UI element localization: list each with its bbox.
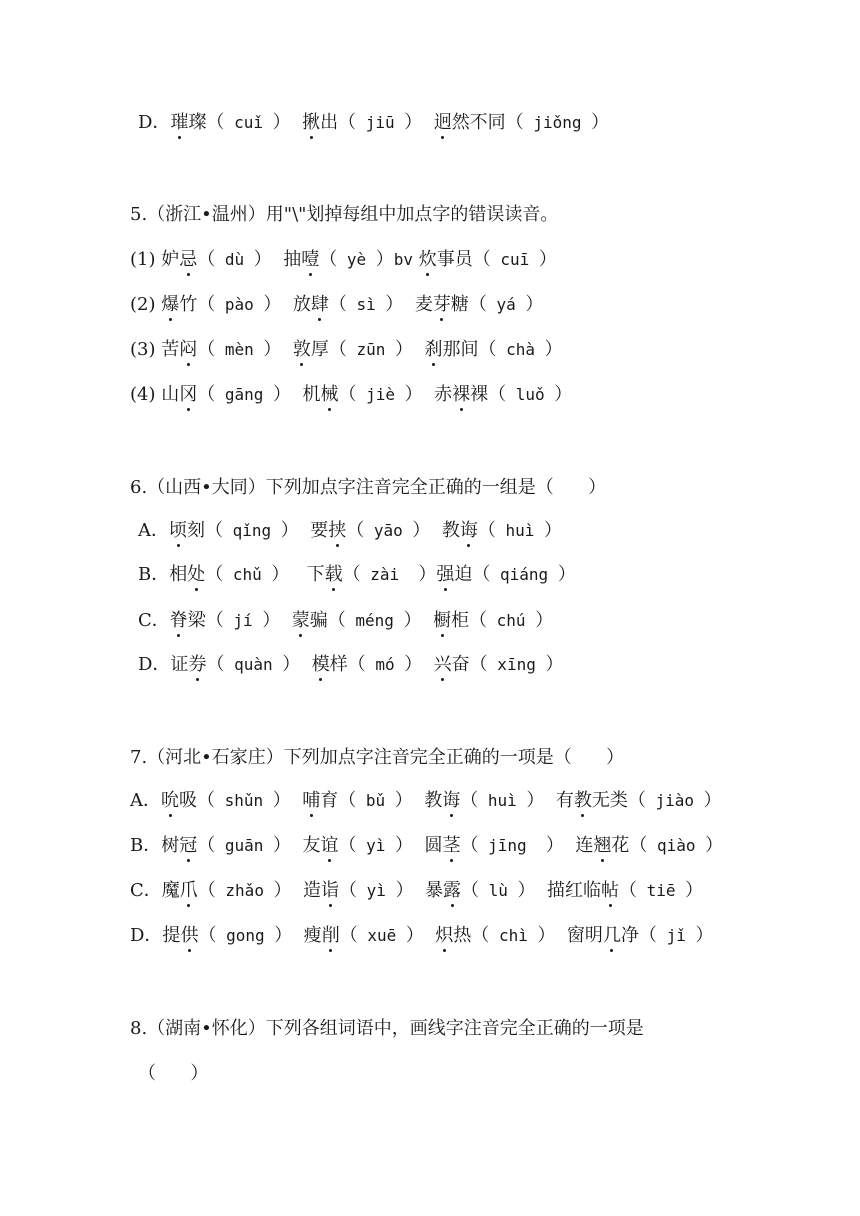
- text-segment: ） 圆: [395, 835, 443, 856]
- text-segment: 7.（河北•石家庄）下列加点字注音完全正确的一项是（ ）: [130, 747, 625, 768]
- text-segment: ）: [395, 339, 425, 360]
- dotted-character: 爪: [179, 880, 198, 901]
- text-segment: ） 下: [271, 564, 325, 585]
- text-segment: （: [319, 249, 338, 270]
- text-line: [138, 111, 609, 135]
- text-segment: ） 机: [273, 384, 321, 405]
- text-segment: B．相: [138, 564, 188, 585]
- pinyin-text: jīng: [478, 836, 546, 855]
- pinyin-text: bǔ: [356, 791, 395, 810]
- pinyin-text: jǐ: [656, 926, 696, 945]
- dotted-character: 供: [180, 925, 199, 946]
- dotted-character: 茎: [442, 835, 461, 856]
- pinyin-text: chì: [489, 926, 538, 945]
- text-segment: ）: [404, 654, 434, 675]
- text-segment: ）: [272, 112, 303, 133]
- text-segment: ）: [544, 339, 563, 360]
- text-segment: 净（: [620, 925, 657, 946]
- pinyin-text: chú: [487, 611, 536, 630]
- text-segment: （: [205, 564, 224, 585]
- text-segment: 花（: [611, 835, 648, 856]
- pinyin-text: yāo: [364, 521, 413, 540]
- text-segment: 竹（: [179, 294, 216, 315]
- pinyin-text: zūn: [346, 340, 396, 359]
- text-line: [130, 476, 606, 500]
- dotted-character: 露: [443, 880, 462, 901]
- dotted-character: 爆: [161, 294, 180, 315]
- text-line: [130, 248, 557, 272]
- text-segment: （: [197, 339, 216, 360]
- text-segment: (4) 山: [130, 384, 180, 405]
- pinyin-text: jiū: [356, 113, 405, 132]
- dotted-character: 哺: [302, 790, 321, 811]
- text-segment: ）: [535, 610, 554, 631]
- text-segment: ）: [591, 112, 610, 133]
- dotted-character: 教: [573, 790, 592, 811]
- text-segment: 8.（湖南•怀化）下列各组词语中，画线字注音完全正确的一项是: [130, 1018, 644, 1039]
- dotted-character: 诲: [459, 520, 478, 541]
- text-segment: （: [197, 249, 216, 270]
- text-segment: 奋（: [451, 654, 488, 675]
- text-segment: ）: [272, 790, 303, 811]
- text-segment: （ ）: [138, 1063, 209, 1084]
- text-segment: ）: [405, 925, 436, 946]
- pinyin-text: huì: [495, 521, 545, 540]
- text-segment: ）: [282, 654, 312, 675]
- text-segment: A．: [130, 790, 161, 811]
- text-segment: ）: [685, 880, 704, 901]
- text-line: [130, 338, 563, 362]
- text-segment: （: [460, 835, 479, 856]
- text-segment: ）: [538, 249, 557, 270]
- text-segment: 梁（: [187, 610, 224, 631]
- pinyin-text: qiáng: [490, 565, 558, 584]
- dotted-character: 脊: [169, 610, 188, 631]
- text-segment: ）: [695, 925, 714, 946]
- pinyin-text: cuǐ: [224, 113, 273, 132]
- dotted-character: 炊: [418, 249, 437, 270]
- text-segment: ）: [545, 654, 564, 675]
- text-segment: D．证: [138, 654, 189, 675]
- pinyin-text: huì: [478, 791, 527, 810]
- pinyin-text: chà: [496, 340, 545, 359]
- dotted-character: 揪: [302, 112, 321, 133]
- text-line: [130, 1017, 644, 1041]
- text-segment: 然不同（: [451, 112, 524, 133]
- text-segment: （: [460, 790, 479, 811]
- text-segment: （: [206, 654, 225, 675]
- dotted-character: 刹: [424, 339, 443, 360]
- dotted-character: 肆: [310, 294, 329, 315]
- dotted-character: 谊: [320, 835, 339, 856]
- dotted-character: 削: [321, 925, 340, 946]
- text-segment: 育（: [320, 790, 357, 811]
- pinyin-text: dù: [215, 250, 254, 269]
- pinyin-text: gāng: [215, 385, 274, 404]
- pinyin-text: qǐng: [223, 521, 281, 540]
- text-line: [130, 203, 558, 227]
- text-segment: ）: [403, 610, 434, 631]
- dotted-character: 吮: [161, 790, 179, 811]
- text-segment: ） 麦: [385, 294, 433, 315]
- text-segment: 厚（: [310, 339, 347, 360]
- text-segment: （: [197, 880, 216, 901]
- dotted-character: 兴: [433, 654, 452, 675]
- text-segment: （: [197, 835, 216, 856]
- text-segment: D．: [138, 112, 171, 133]
- pinyin-text: sì: [346, 295, 386, 314]
- text-segment: ） 放: [263, 294, 311, 315]
- dotted-character: 诲: [442, 790, 461, 811]
- pinyin-text: jiǒng: [523, 113, 592, 132]
- dotted-character: 闷: [179, 339, 198, 360]
- text-line: [138, 563, 576, 587]
- text-segment: ） 连: [545, 835, 594, 856]
- text-line: [138, 609, 553, 633]
- text-segment: 无类（: [591, 790, 646, 811]
- text-segment: ） 教: [412, 520, 460, 541]
- pinyin-text: yè: [337, 250, 376, 269]
- text-segment: ） 描红临: [517, 880, 601, 901]
- dotted-character: 挟: [328, 520, 347, 541]
- pinyin-text: lù: [479, 881, 518, 900]
- text-segment: 柜（: [451, 610, 488, 631]
- pinyin-text: luǒ: [506, 385, 555, 404]
- dotted-character: 裸: [452, 384, 471, 405]
- text-line: [130, 293, 543, 317]
- text-segment: ） 赤: [404, 384, 453, 405]
- text-segment: 骗（: [309, 610, 346, 631]
- text-segment: 5.（浙江•温州）用"\"划掉每组中加点字的错误读音。: [130, 204, 559, 225]
- text-segment: 裸（: [470, 384, 507, 405]
- dotted-character: 璀: [170, 112, 189, 133]
- text-segment: （: [342, 564, 361, 585]
- text-segment: 糖（: [450, 294, 487, 315]
- pinyin-text: yì: [356, 836, 396, 855]
- pinyin-text: cuī: [490, 250, 539, 269]
- text-line: [130, 924, 713, 948]
- text-segment: C．魔: [130, 880, 180, 901]
- pinyin-text: mèn: [215, 340, 264, 359]
- text-segment: (1) 妒: [130, 249, 180, 270]
- dotted-character: 噎: [301, 249, 320, 270]
- dotted-character: 炽: [435, 925, 454, 946]
- dotted-character: 敦: [292, 339, 311, 360]
- text-segment: ）: [418, 564, 437, 585]
- dotted-character: 蒙: [291, 610, 310, 631]
- pinyin-text: méng: [345, 611, 404, 630]
- pinyin-text: zhǎo: [215, 881, 274, 900]
- text-segment: ）: [525, 294, 544, 315]
- pinyin-text: qiào: [647, 836, 706, 855]
- pinyin-text: jiè: [356, 385, 405, 404]
- pinyin-text: mó: [365, 655, 405, 674]
- dotted-character: 几: [602, 925, 621, 946]
- text-segment: ） 造: [273, 880, 322, 901]
- dotted-character: 强: [436, 564, 455, 585]
- text-segment: C．: [138, 610, 170, 631]
- text-segment: ） 友: [273, 835, 321, 856]
- text-segment: 璨（: [188, 112, 225, 133]
- dotted-character: 芽: [432, 294, 451, 315]
- dotted-character: 橱: [433, 610, 452, 631]
- text-segment: （: [198, 925, 217, 946]
- text-segment: ）: [544, 520, 563, 541]
- text-segment: （: [197, 384, 216, 405]
- pinyin-text: chǔ: [223, 565, 272, 584]
- text-segment: （: [338, 384, 357, 405]
- pinyin-text: zài: [360, 565, 419, 584]
- dotted-character: 忌: [179, 249, 198, 270]
- pinyin-text: guān: [215, 836, 274, 855]
- dotted-character: 处: [187, 564, 206, 585]
- text-segment: 6.（山西•大同）下列加点字注音完全正确的一组是（ ）: [130, 477, 607, 498]
- text-segment: 事员（: [436, 249, 491, 270]
- text-line: [138, 519, 562, 543]
- text-segment: ）: [557, 564, 576, 585]
- dotted-character: 载: [324, 564, 343, 585]
- dotted-character: 冈: [179, 384, 198, 405]
- pinyin-text: yì: [357, 881, 396, 900]
- pinyin-text: quàn: [224, 655, 283, 674]
- pinyin-text: bv: [393, 250, 413, 269]
- dotted-character: 顷: [169, 520, 187, 541]
- text-segment: 样（: [329, 654, 366, 675]
- text-segment: (3) 苦: [130, 339, 180, 360]
- text-segment: （: [328, 294, 347, 315]
- text-segment: ）: [263, 339, 293, 360]
- text-segment: ）: [703, 790, 722, 811]
- text-segment: ）: [705, 835, 724, 856]
- text-segment: 热（: [453, 925, 490, 946]
- dotted-character: 模: [311, 654, 330, 675]
- text-segment: （: [339, 925, 358, 946]
- text-segment: 迫（: [454, 564, 491, 585]
- text-segment: （: [619, 880, 637, 901]
- text-segment: 吸（: [179, 790, 215, 811]
- pinyin-text: jiào: [645, 791, 704, 810]
- text-segment: ） 教: [394, 790, 443, 811]
- text-line: [138, 653, 563, 677]
- dotted-character: 冠: [179, 835, 198, 856]
- text-segment: ） 有: [526, 790, 574, 811]
- text-segment: 出（: [320, 112, 357, 133]
- dotted-character: 券: [188, 654, 207, 675]
- text-segment: D．提: [130, 925, 181, 946]
- text-segment: （: [338, 835, 357, 856]
- dotted-character: 诣: [321, 880, 340, 901]
- pinyin-text: tiē: [637, 881, 686, 900]
- pinyin-text: pào: [215, 295, 264, 314]
- text-segment: ） 窗明: [537, 925, 603, 946]
- text-segment: ） 抽: [253, 249, 302, 270]
- text-segment: ）: [404, 112, 434, 133]
- text-segment: （: [339, 880, 358, 901]
- text-line: [130, 879, 703, 903]
- text-segment: ）: [554, 384, 573, 405]
- text-line: [130, 383, 572, 407]
- dotted-character: 迥: [433, 112, 452, 133]
- dotted-character: 帖: [601, 880, 619, 901]
- text-line: [130, 746, 624, 770]
- text-segment: 刻（: [187, 520, 223, 541]
- text-line: [130, 789, 722, 813]
- text-segment: ） 暴: [395, 880, 444, 901]
- pinyin-text: yá: [486, 295, 526, 314]
- dotted-character: 翘: [593, 835, 612, 856]
- text-segment: （: [346, 520, 365, 541]
- pinyin-text: xuē: [357, 926, 406, 945]
- text-segment: (2): [130, 294, 162, 315]
- text-line: [130, 834, 723, 858]
- text-segment: 那间（: [442, 339, 497, 360]
- text-segment: （: [461, 880, 480, 901]
- text-segment: ）: [375, 249, 394, 270]
- pinyin-text: gong: [216, 926, 275, 945]
- text-segment: B．树: [130, 835, 180, 856]
- text-segment: ） 要: [280, 520, 329, 541]
- pinyin-text: xīng: [487, 655, 546, 674]
- text-segment: ）: [262, 610, 292, 631]
- text-segment: A．: [138, 520, 169, 541]
- dotted-character: 械: [320, 384, 339, 405]
- pinyin-text: shǔn: [215, 791, 273, 810]
- text-line: [138, 1062, 208, 1086]
- text-segment: （: [477, 520, 496, 541]
- text-segment: ） 瘦: [274, 925, 322, 946]
- pinyin-text: jí: [223, 611, 263, 630]
